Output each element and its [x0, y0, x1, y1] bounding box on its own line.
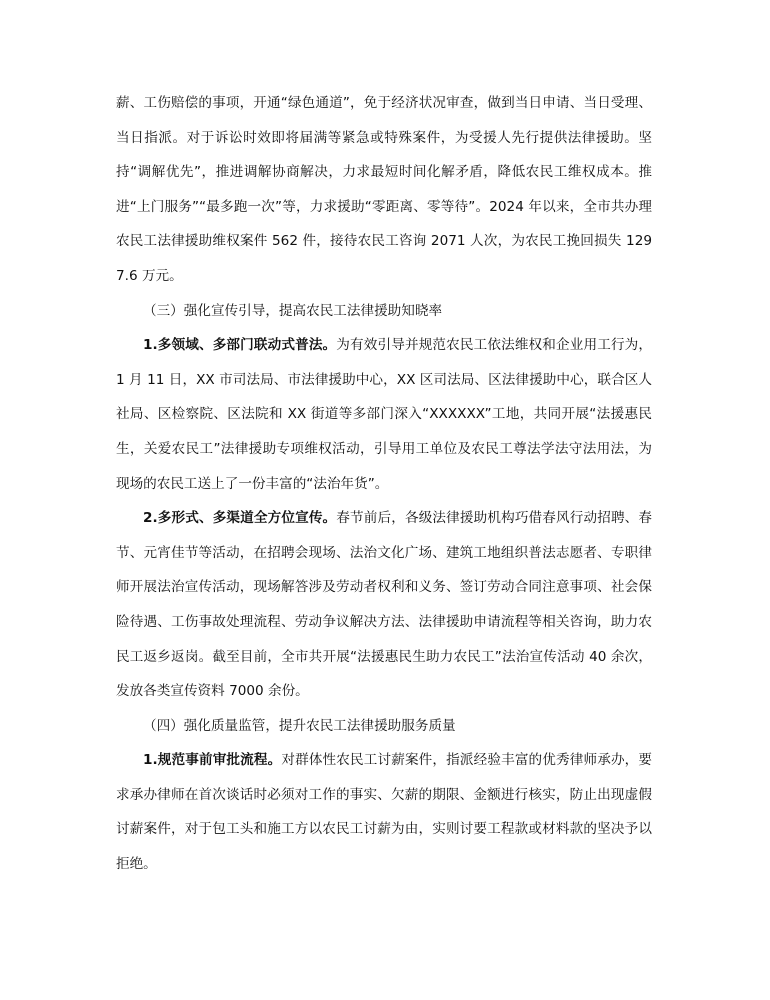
paragraph-prior-approval-process — [116, 743, 652, 881]
section-heading-quality-supervision: （四）强化质量监管，提升农民工法律援助服务质量 — [143, 717, 456, 734]
paragraph-multi-channel-publicity — [116, 501, 652, 709]
paragraph-legal-aid-green-channel: 薪、工伤赔偿的事项，开通“绿色通道”，免于经济状况审查，做到当日申请、当日受理、当日指派。对于诉讼时效即将届满等紧急或特殊案件，为受援人先行提供法律援助。坚持“调解优先”，推进调解协商解决，力求最短时间化解矛盾，降低农民工维权成本。推进“上门服务”“最多跑一次”等，力求援助“零距离、零等待”。2024 年以来，全市共办理农民工法律援助维权案件 562 件，接待农民工咨询 2071 人次，为农民工挽回损失 1297.6 万元。 — [116, 95, 652, 284]
paragraph-text-prior-approval: 对群体性农民工讨薪案件，指派经验丰富的优秀律师承办，要求承办律师在首次谈话时必须对工作的事实、欠薪的期限、金额进行核实，防止出现虚假讨薪案件，对于包工头和施工方以农民工讨薪为由，实则讨要工程款或材料款的坚决予以拒绝。 — [116, 752, 652, 873]
paragraph-text-multi-channel: 春节前后，各级法律援助机构巧借春风行动招聘、春节、元宵佳节等活动，在招聘会现场、法治文化广场、建筑工地组织普法志愿者、专职律师开展法治宣传活动，现场解答涉及劳动者权利和义务、签订劳动合同注意事项、社会保险待遇、工伤事故处理流程、劳动争议解决方法、法律援助申请流程等相关咨询，助力农民工返乡返岗。截至目前，全市共开展“法援惠民生助力农民工”法治宣传活动 40 余次，发放各类宣传资料 7000 余份。 — [116, 510, 653, 700]
paragraph-multi-department-law-popularization — [116, 328, 652, 501]
paragraph-text-multi-department: 为有效引导并规范农民工依法维权和企业用工行为，1 月 11 日，XX 市司法局、市法律援助中心，XX 区司法局、区法律援助中心，联合区人社局、区检察院、区法院和 XX 街道等多部门深入“XXXXXX”工地，共同开展“法援惠民生，关爱农民工”法律援助专项维权活动，引导用工单位及农民工尊法学法守法用法，为现场的农民工送上了一份丰富的“法治年货”。 — [116, 337, 653, 492]
bold-lead-multi-channel: 2.多形式、多渠道全方位宣传。 — [143, 510, 337, 527]
bold-lead-multi-department: 1.多领域、多部门联动式普法。 — [143, 337, 337, 354]
bold-lead-prior-approval: 1.规范事前审批流程。 — [143, 752, 282, 769]
document-body — [116, 86, 652, 882]
section-heading-publicity-guidance: （三）强化宣传引导，提高农民工法律援助知晓率 — [143, 302, 443, 319]
